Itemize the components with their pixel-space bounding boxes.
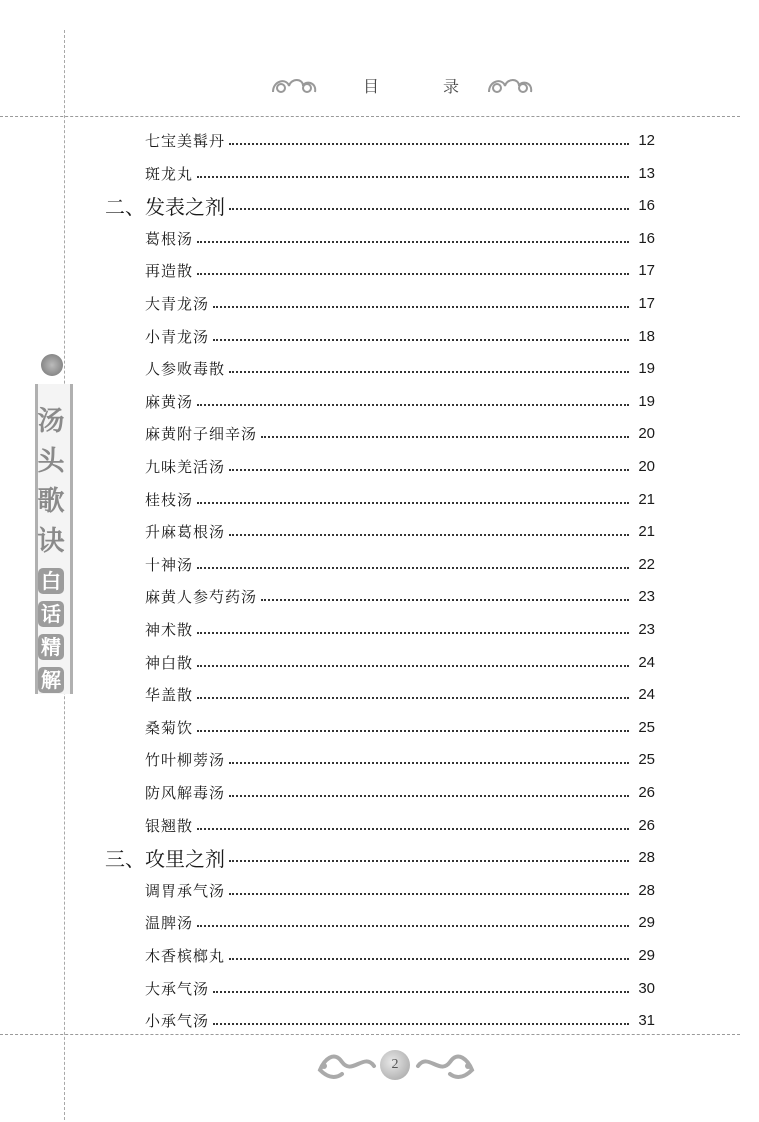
toc-section-heading <box>105 845 655 869</box>
toc-entry-title: 人参败毒散 <box>145 359 226 378</box>
toc-page-number: 29 <box>638 946 655 964</box>
toc-entry <box>145 747 655 771</box>
dot-leader <box>229 208 629 210</box>
toc-entry-title: 小承气汤 <box>145 1011 210 1030</box>
dot-leader <box>261 599 629 601</box>
toc-entry <box>145 910 655 934</box>
dot-leader <box>229 371 629 373</box>
book-title-char: 汤 <box>37 406 65 437</box>
toc-page-number: 20 <box>638 457 655 475</box>
book-spine-tab <box>32 340 70 720</box>
toc-page-number: 13 <box>638 164 655 182</box>
dot-leader <box>197 730 629 732</box>
toc-entry-title: 葛根汤 <box>145 229 194 248</box>
toc-entry-title: 调胃承气汤 <box>145 881 226 900</box>
dot-leader <box>197 567 629 569</box>
toc-page-number: 24 <box>638 685 655 703</box>
toc-entry-title: 温脾汤 <box>145 913 194 932</box>
toc-title <box>363 74 459 97</box>
dot-leader <box>197 176 629 178</box>
dot-leader <box>229 762 629 764</box>
toc-entry-title: 九味羌活汤 <box>145 457 226 476</box>
toc-page-number: 28 <box>638 848 655 866</box>
toc-entry-title: 银翘散 <box>145 816 194 835</box>
toc-page-number: 25 <box>638 750 655 768</box>
page-footer <box>310 1040 480 1092</box>
page-number: 2 <box>380 1050 410 1080</box>
dot-leader <box>197 925 629 927</box>
dot-leader <box>197 697 629 699</box>
toc-entry <box>145 584 655 608</box>
toc-page-number: 24 <box>638 653 655 671</box>
toc-page-number: 28 <box>638 881 655 899</box>
cloud-ornament-icon <box>485 72 537 98</box>
dot-leader <box>213 339 629 341</box>
toc-entry-title: 二、发表之剂 <box>105 196 225 219</box>
toc-entry-title: 竹叶柳蒡汤 <box>145 750 226 769</box>
book-title-char: 诀 <box>37 526 65 557</box>
toc-page-number: 20 <box>638 424 655 442</box>
toc-entry <box>145 943 655 967</box>
dot-leader <box>229 795 629 797</box>
toc-entry-title: 麻黄汤 <box>145 392 194 411</box>
dot-leader <box>197 273 629 275</box>
dot-leader <box>229 534 629 536</box>
toc-entry <box>145 552 655 576</box>
toc-entry-title: 麻黄附子细辛汤 <box>145 424 258 443</box>
toc-entry-title: 三、攻里之剂 <box>105 848 225 871</box>
dot-leader <box>213 306 629 308</box>
footer-rule <box>0 1034 740 1035</box>
header-rule <box>0 116 740 117</box>
dot-leader <box>229 860 629 862</box>
toc-entry <box>145 487 655 511</box>
toc-entry <box>145 291 655 315</box>
toc-section-heading <box>105 193 655 217</box>
toc-entry <box>145 976 655 1000</box>
dot-leader <box>197 404 629 406</box>
toc-entry <box>145 356 655 380</box>
toc-page-number: 17 <box>638 261 655 279</box>
toc-entry-title: 大承气汤 <box>145 979 210 998</box>
book-subtitle-char: 白 <box>38 568 64 594</box>
dot-leader <box>229 958 629 960</box>
toc-entry-title: 桑菊饮 <box>145 718 194 737</box>
toc-entry <box>145 128 655 152</box>
toc-page-number: 26 <box>638 783 655 801</box>
toc-page-number: 25 <box>638 718 655 736</box>
toc-page-number: 16 <box>638 229 655 247</box>
dot-leader <box>197 828 629 830</box>
dot-leader <box>229 143 629 145</box>
dot-leader <box>261 436 629 438</box>
toc-entry <box>145 421 655 445</box>
toc-entry-title: 神白散 <box>145 653 194 672</box>
toc-entry <box>145 454 655 478</box>
toc-page-number: 23 <box>638 587 655 605</box>
toc-page-number: 16 <box>638 196 655 214</box>
book-title-char: 歌 <box>37 486 65 517</box>
dragon-ornament-icon <box>316 1046 378 1086</box>
toc-page-number: 19 <box>638 359 655 377</box>
toc-page-number: 17 <box>638 294 655 312</box>
toc-entry-title: 华盖散 <box>145 685 194 704</box>
toc-entry <box>145 813 655 837</box>
toc-entry-title: 再造散 <box>145 261 194 280</box>
toc-page-number: 12 <box>638 131 655 149</box>
book-subtitle-vertical <box>37 568 65 700</box>
book-subtitle-char: 话 <box>38 601 64 627</box>
toc-title-char: 目 <box>363 77 380 96</box>
dot-leader <box>197 502 629 504</box>
toc-entry <box>145 226 655 250</box>
toc-entry <box>145 650 655 674</box>
toc-entry <box>145 617 655 641</box>
toc-page-number: 23 <box>638 620 655 638</box>
toc-page-number: 22 <box>638 555 655 573</box>
toc-entry-title: 木香槟榔丸 <box>145 946 226 965</box>
toc-entry <box>145 389 655 413</box>
toc-page-number: 30 <box>638 979 655 997</box>
toc-entry <box>145 715 655 739</box>
medallion-icon <box>41 354 63 376</box>
toc-title-char: 录 <box>442 77 459 96</box>
toc-entry-title: 防风解毒汤 <box>145 783 226 802</box>
toc-page-number: 18 <box>638 327 655 345</box>
toc-entry-title: 桂枝汤 <box>145 490 194 509</box>
dragon-ornament-icon <box>414 1046 476 1086</box>
toc-entry-title: 十神汤 <box>145 555 194 574</box>
dot-leader <box>229 469 629 471</box>
dot-leader <box>197 241 629 243</box>
toc-entry-title: 麻黄人参芍药汤 <box>145 587 258 606</box>
toc-page-number: 21 <box>638 490 655 508</box>
toc-entry <box>145 519 655 543</box>
toc-entry-title: 神术散 <box>145 620 194 639</box>
dot-leader <box>197 665 629 667</box>
dot-leader <box>197 632 629 634</box>
toc-entry <box>145 324 655 348</box>
dot-leader <box>229 893 629 895</box>
toc-page-number: 19 <box>638 392 655 410</box>
toc-entry-title: 七宝美髯丹 <box>145 131 226 150</box>
cloud-ornament-icon <box>269 72 321 98</box>
toc-page-number: 29 <box>638 913 655 931</box>
toc-entry <box>145 780 655 804</box>
toc-page-number: 31 <box>638 1011 655 1029</box>
toc-entry-title: 升麻葛根汤 <box>145 522 226 541</box>
toc-entry <box>145 161 655 185</box>
toc-page-number: 21 <box>638 522 655 540</box>
toc-page-number: 26 <box>638 816 655 834</box>
toc-entry-title: 大青龙汤 <box>145 294 210 313</box>
toc-entry <box>145 258 655 282</box>
book-title-char: 头 <box>37 446 65 477</box>
toc-entry <box>145 682 655 706</box>
dot-leader <box>213 991 629 993</box>
book-subtitle-char: 解 <box>38 667 64 693</box>
book-subtitle-char: 精 <box>38 634 64 660</box>
toc-entry-title: 小青龙汤 <box>145 327 210 346</box>
page-header <box>255 66 545 106</box>
toc-entry <box>145 1008 655 1032</box>
book-title-vertical <box>35 402 67 562</box>
toc-entry <box>145 878 655 902</box>
dot-leader <box>213 1023 629 1025</box>
toc-entry-title: 斑龙丸 <box>145 164 194 183</box>
